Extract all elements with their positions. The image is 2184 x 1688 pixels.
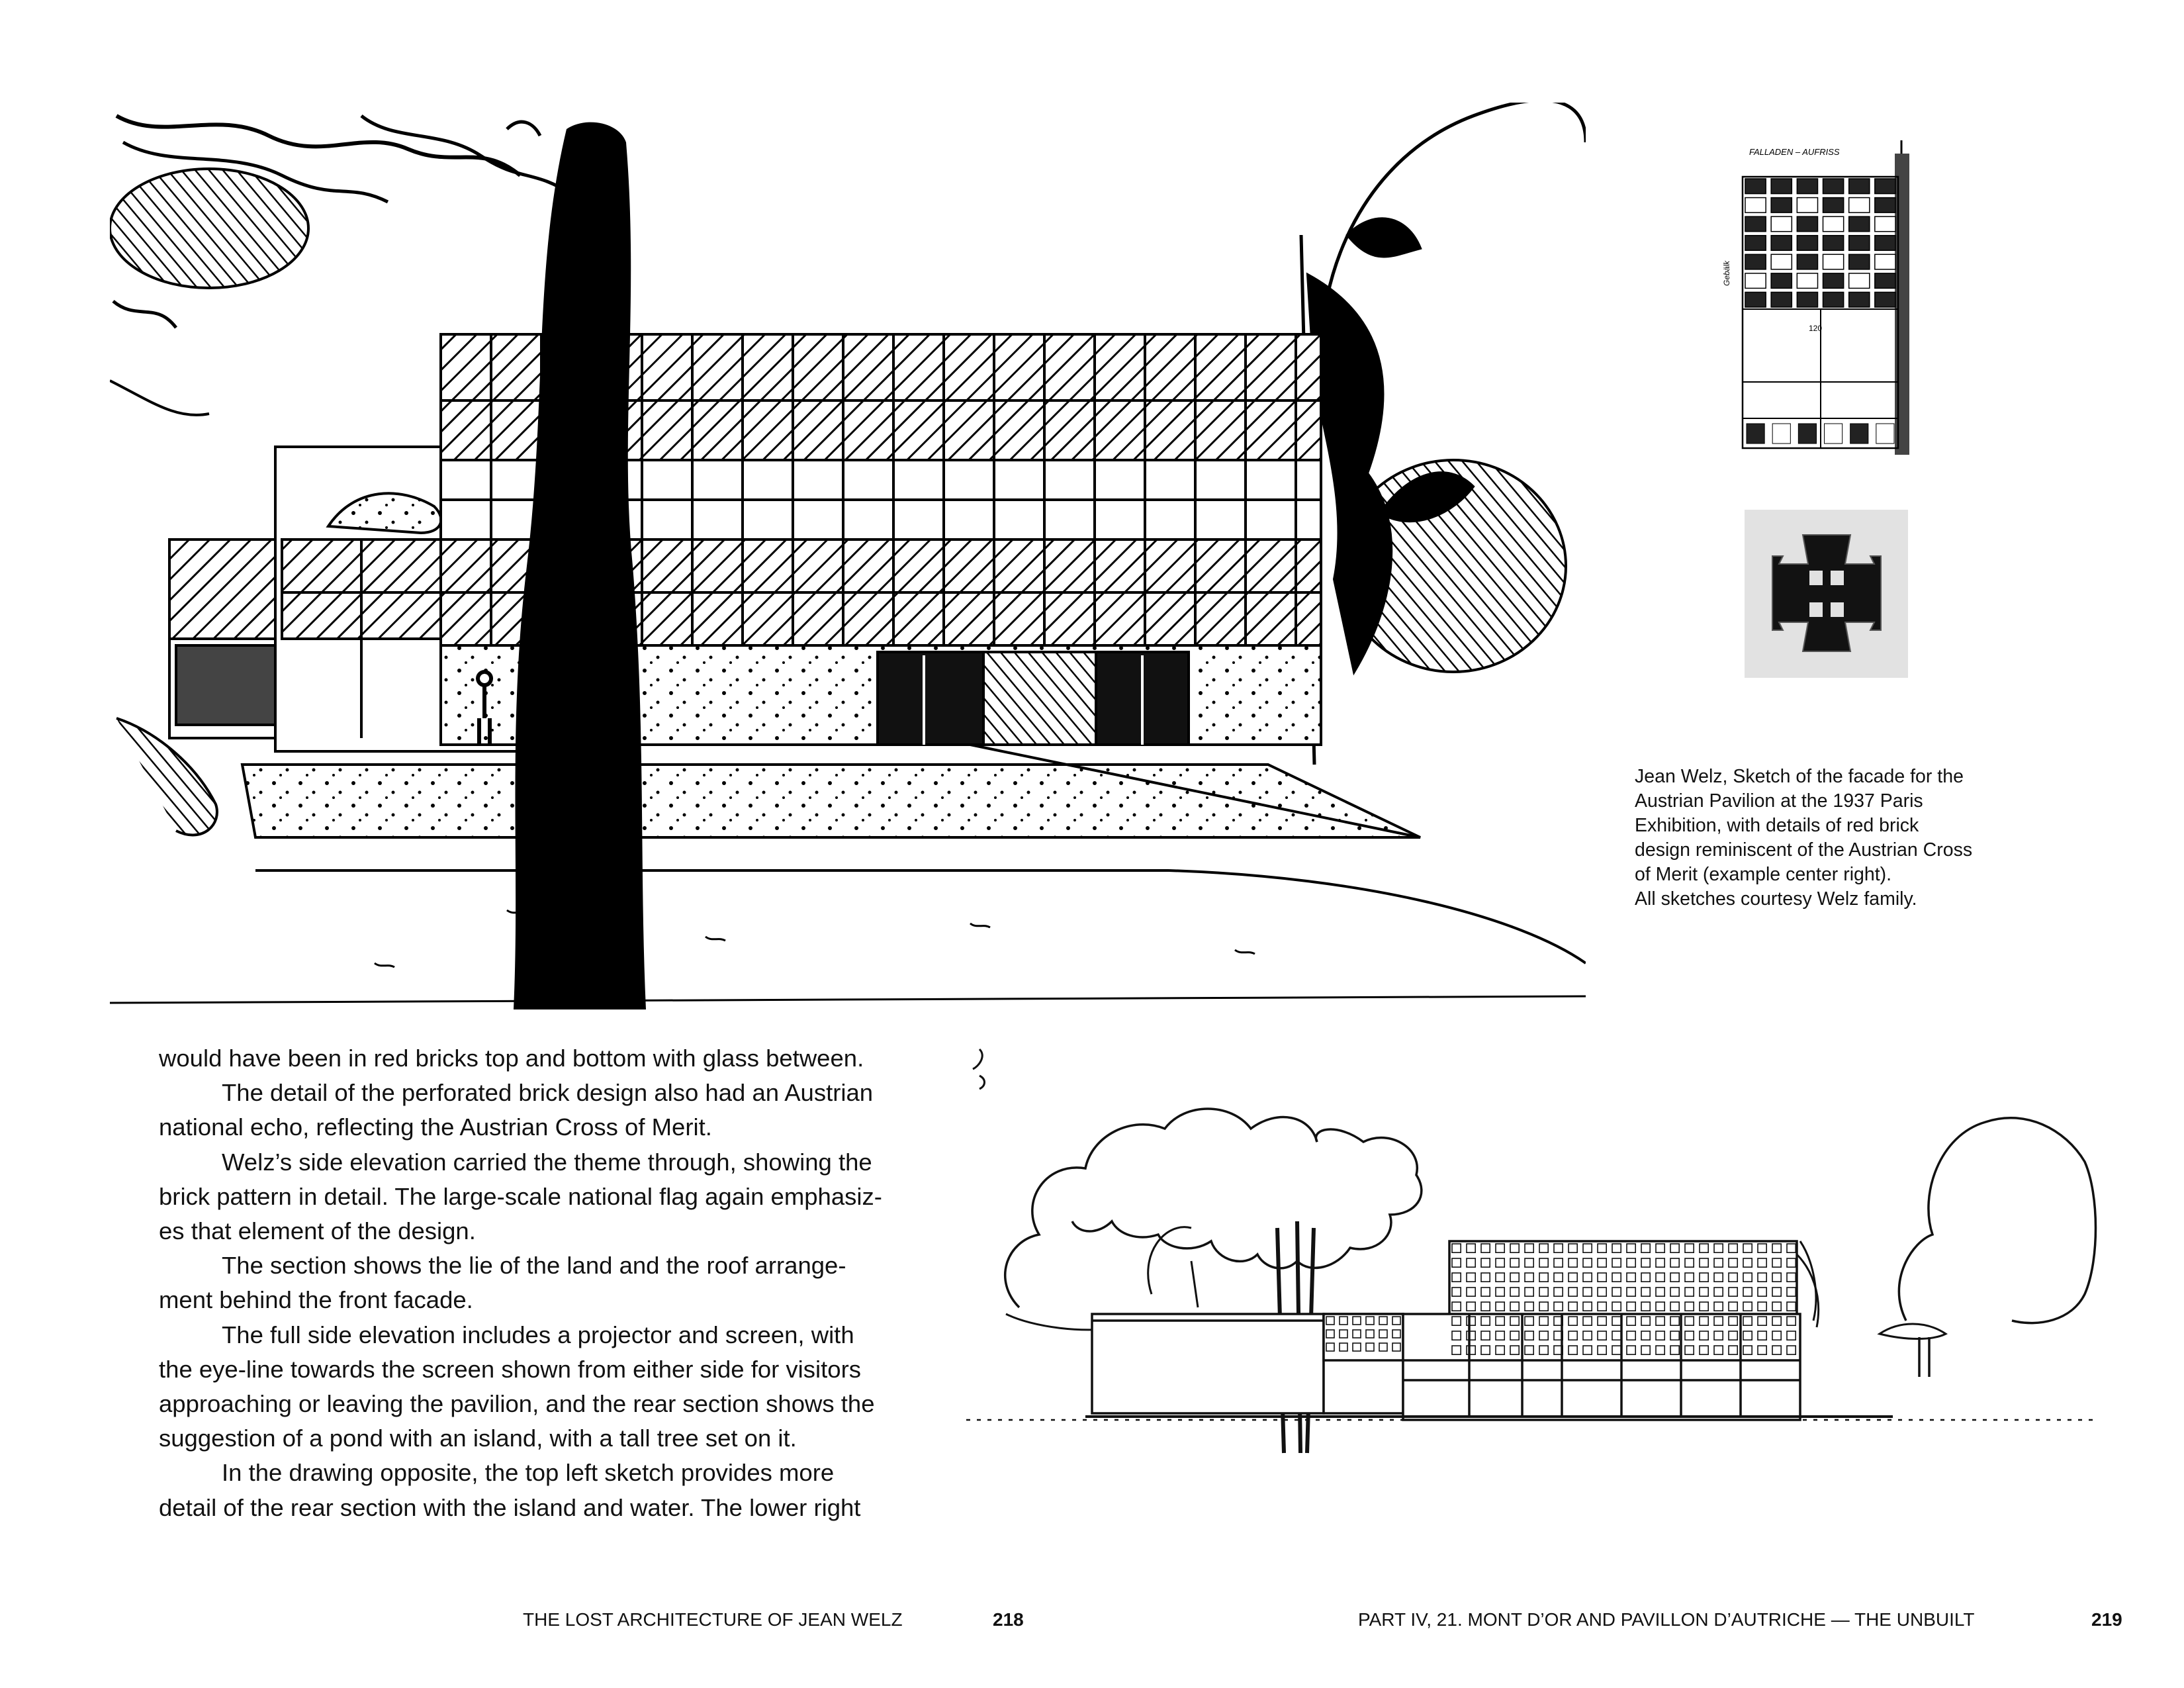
body-line: national echo, reflecting the Austrian Cross of Merit. — [159, 1113, 712, 1141]
right-running-head: PART IV, 21. MONT D’OR AND PAVILLON D’AUTRICHE — THE UNBUILT — [1358, 1609, 1975, 1630]
detail-side-label: Gebälk — [1722, 260, 1731, 286]
body-line: would have been in red bricks top and bottom with glass between. — [159, 1045, 864, 1072]
caption-line: Exhibition, with details of red brick — [1635, 815, 1919, 836]
caption-line: design reminiscent of the Austrian Cross — [1635, 839, 1973, 861]
body-line: ment behind the front facade. — [159, 1286, 473, 1314]
caption-line: All sketches courtesy Welz family. — [1635, 888, 1917, 910]
left-running-head: THE LOST ARCHITECTURE OF JEAN WELZ — [523, 1609, 903, 1630]
body-line: es that element of the design. — [159, 1217, 476, 1245]
facade-sketch — [110, 103, 1586, 1009]
body-line: The full side elevation includes a projector and screen, with — [222, 1321, 854, 1348]
detail-header-label: FALLADEN – AUFRISS — [1749, 147, 1840, 157]
body-text — [159, 1041, 913, 1525]
caption-line: Jean Welz, Sketch of the facade for the — [1635, 766, 1964, 787]
body-line: approaching or leaving the pavilion, and the rear section shows the — [159, 1390, 875, 1418]
body-line: detail of the rear section with the island and water. The lower right — [159, 1493, 861, 1521]
right-page-number: 219 — [2091, 1609, 2122, 1630]
left-page-number: 218 — [993, 1609, 1024, 1630]
tree-trunk — [514, 122, 646, 1009]
caption-line: Austrian Pavilion at the 1937 Paris — [1635, 790, 1923, 812]
body-line: In the drawing opposite, the top left sketch provides more — [222, 1459, 835, 1487]
figure-caption — [1635, 765, 2038, 912]
body-line: the eye-line towards the screen shown from either side for visitors — [159, 1355, 861, 1383]
body-line: brick pattern in detail. The large-scale national flag again emphasiz- — [159, 1182, 882, 1210]
side-elevation-sketch — [966, 1043, 2099, 1466]
body-line: The detail of the perforated brick design also had an Austrian — [222, 1079, 874, 1107]
brick-pattern-detail-sketch — [1703, 140, 1934, 458]
body-line: suggestion of a pond with an island, with a tall tree set on it. — [159, 1425, 797, 1452]
forecourt — [110, 718, 1586, 1003]
caption-line: of Merit (example center right). — [1635, 864, 1892, 885]
body-line: Welz’s side elevation carried the theme through, showing the — [222, 1148, 872, 1176]
austrian-cross-photo — [1745, 510, 1908, 678]
detail-dimension-label: 120 — [1809, 324, 1823, 333]
body-line: The section shows the lie of the land and the roof arrange- — [222, 1252, 846, 1280]
